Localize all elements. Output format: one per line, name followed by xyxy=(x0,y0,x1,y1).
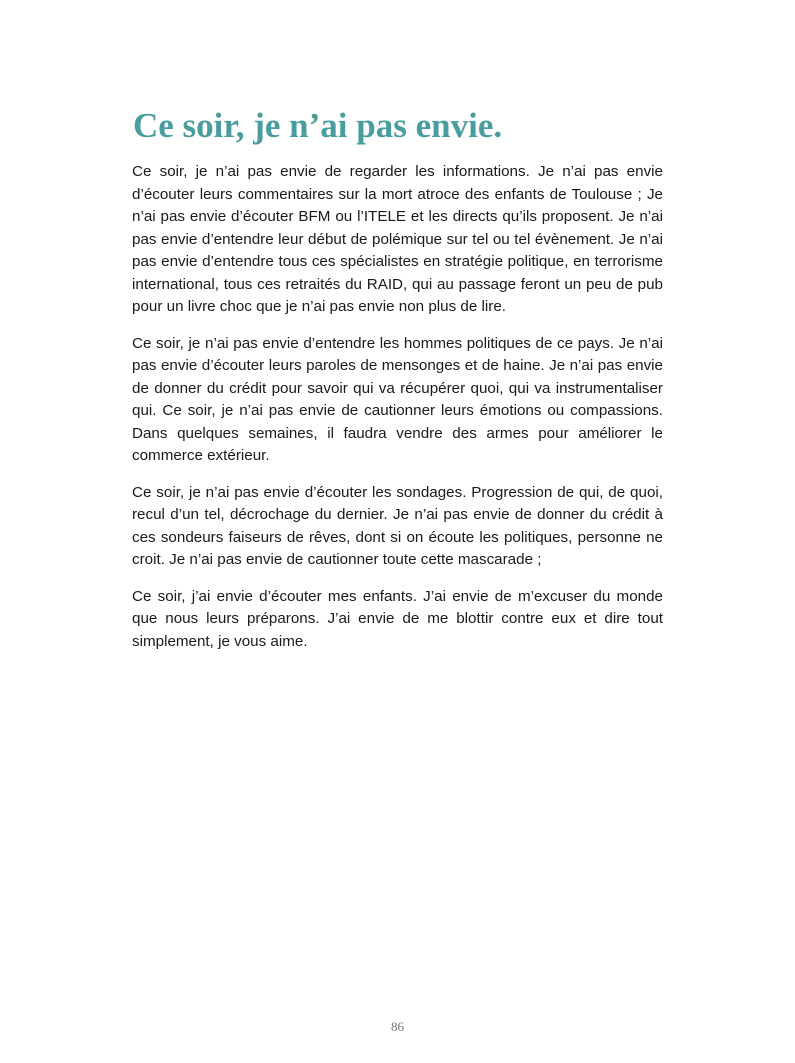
paragraph-3: Ce soir, je n’ai pas envie d’écouter les sondages. Progression de qui, de quoi, recul d’un tel, décrochage du dernier. Je n’ai pas envie de donner du crédit à ces sondeurs faiseurs de rêves, dont si on écoute les politiques, personne ne croit. Je n’ai pas envie de cautionner toute cette mascarade ; xyxy=(132,483,663,568)
page-title: Ce soir, je n’ai pas envie. xyxy=(133,106,503,145)
body-text xyxy=(132,161,663,667)
paragraph-1: Ce soir, je n’ai pas envie de regarder les informations. Je n’ai pas envie d’écouter leurs commentaires sur la mort atroce des enfants de Toulouse ; Je n’ai pas envie d’écouter BFM ou l’ITELE et les directs qu’ils proposent. Je n’ai pas envie d’entendre leur début de polémique sur tel ou tel évènement. Je n’ai pas envie d’entendre tous ces spécialistes en stratégie politique, en terrorisme international, tous ces retraités du RAID, qui au passage feront un peu de pub pour un livre choc que je n’ai pas envie non plus de lire. xyxy=(132,163,663,315)
paragraph-4: Ce soir, j’ai envie d’écouter mes enfants. J’ai envie de m’excuser du monde que nous leurs préparons. J’ai envie de me blottir contre eux et dire tout simplement, je vous aime. xyxy=(132,587,663,650)
page-number: 86 xyxy=(391,1019,404,1034)
paragraph-2: Ce soir, je n’ai pas envie d’entendre les hommes politiques de ce pays. Je n’ai pas envie d’écouter leurs paroles de mensonges et de haine. Je n’ai pas envie de donner du crédit pour savoir qui va récupérer quoi, qui va instrumentaliser qui. Ce soir, je n’ai pas envie de cautionner leurs émotions ou compassions. Dans quelques semaines, il faudra vendre des armes pour améliorer le commerce extérieur. xyxy=(132,334,663,464)
